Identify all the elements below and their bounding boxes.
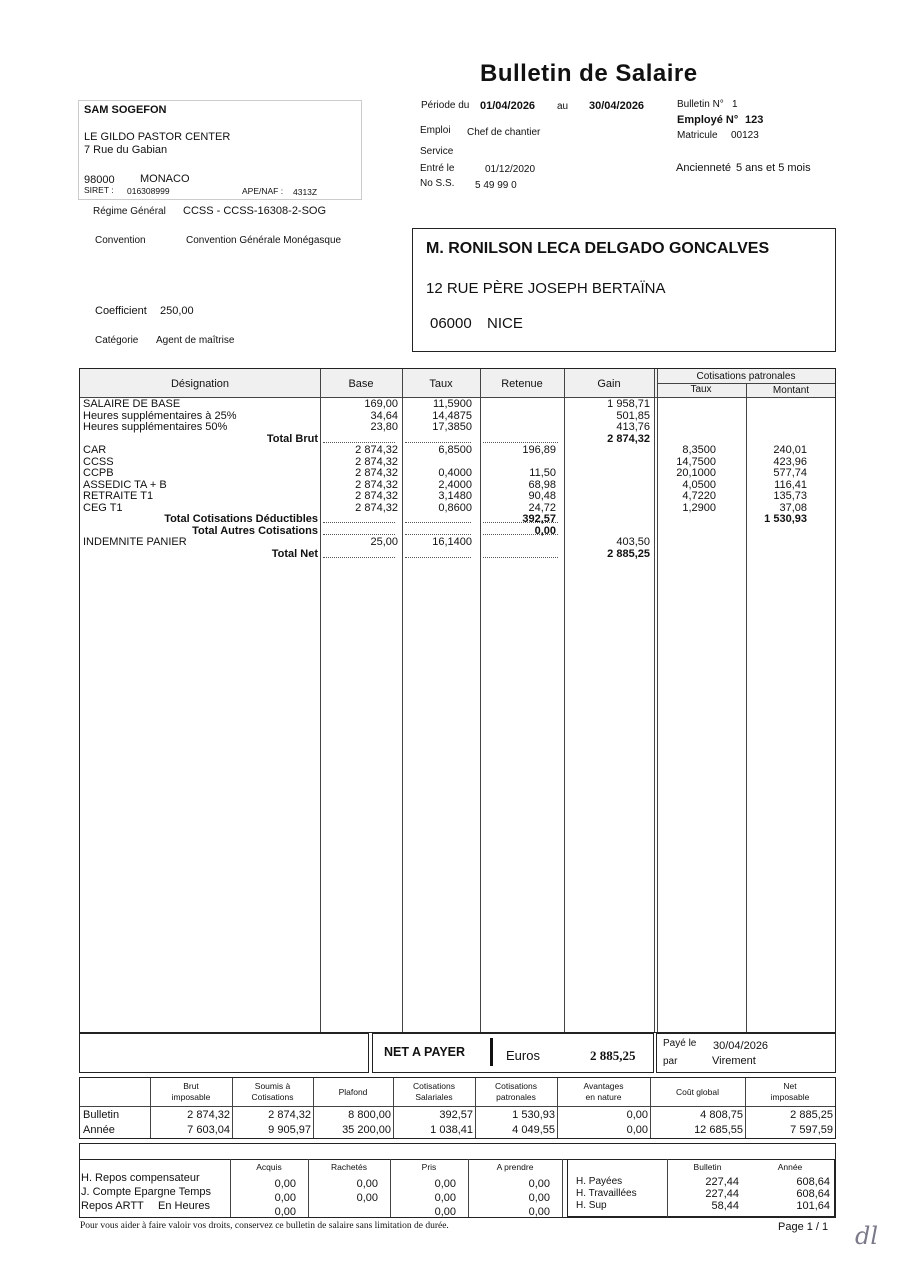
- row-taux: 17,3850: [432, 421, 472, 433]
- noss-label: No S.S.: [420, 178, 455, 189]
- table-row: [80, 491, 835, 502]
- hours-value: 227,44: [705, 1188, 739, 1200]
- summary-value: 9 905,97: [268, 1124, 311, 1136]
- initials-signature: dl: [855, 1222, 879, 1250]
- row-designation: CAR: [83, 444, 107, 456]
- entre-value: 01/12/2020: [485, 164, 536, 175]
- emploi-value: Chef de chantier: [467, 127, 541, 138]
- row-base: 2 874,32: [355, 455, 398, 468]
- siret-value: 016308999: [127, 186, 170, 196]
- hours-col-sep: [667, 1159, 668, 1217]
- employee-city: NICE: [487, 315, 523, 332]
- summary-value: 7 603,04: [187, 1124, 230, 1136]
- table-row: [80, 422, 835, 433]
- leave-value: 0,00: [274, 1206, 296, 1218]
- row-designation: CCPB: [83, 467, 114, 479]
- row-retenue: 90,48: [528, 490, 556, 502]
- apenaf-value: 4313Z: [293, 187, 318, 197]
- row-base: 2 874,32: [355, 501, 398, 514]
- employer-postcode: 98000: [84, 174, 115, 186]
- leave-row-label: H. Repos compensateur: [81, 1172, 200, 1184]
- summary-value: 2 885,25: [790, 1109, 833, 1121]
- table-row: [80, 468, 835, 479]
- summary-header-sub: Salariales: [415, 1092, 453, 1102]
- payslip-table: [79, 368, 836, 1033]
- dotted-leader: [405, 435, 471, 443]
- summary-table: [79, 1077, 836, 1139]
- row-pat-montant: 240,01: [773, 444, 807, 456]
- entre-label: Entré le: [420, 163, 455, 174]
- row-pat-taux: 20,1000: [676, 467, 716, 479]
- summary-value: 392,57: [439, 1109, 473, 1121]
- row-pat-montant: 37,08: [779, 501, 807, 514]
- leave-value: 0,00: [528, 1192, 550, 1204]
- dotted-leader: [405, 515, 471, 523]
- net-label: NET A PAYER: [384, 1045, 466, 1059]
- leave-table: [79, 1143, 836, 1218]
- siret-label: SIRET :: [84, 185, 114, 195]
- row-designation: Total Autres Cotisations: [192, 524, 318, 537]
- anciennete-value: 5 ans et 5 mois: [736, 162, 811, 174]
- period-from-label: Période du: [421, 100, 470, 111]
- summary-header: Plafond: [338, 1087, 368, 1097]
- row-taux: 3,1480: [438, 490, 472, 502]
- row-retenue: 392,57: [522, 513, 556, 525]
- summary-header: Cotisations: [412, 1081, 456, 1091]
- row-base: 25,00: [370, 536, 398, 548]
- leave-value: 0,00: [434, 1192, 456, 1204]
- row-base: 2 874,32: [355, 467, 398, 479]
- convention-value: Convention Générale Monégasque: [186, 235, 342, 246]
- coefficient-value: 250,00: [160, 305, 194, 317]
- leave-header: A prendre: [496, 1162, 534, 1172]
- table-row: [80, 514, 835, 525]
- row-pat-montant: 1 530,93: [764, 513, 807, 525]
- employer-address-2: 7 Rue du Gabian: [84, 144, 168, 156]
- summary-header: Avantages: [583, 1081, 624, 1091]
- row-designation: Heures supplémentaires 50%: [83, 421, 228, 433]
- row-taux: 14,4875: [432, 409, 472, 422]
- dotted-leader: [405, 550, 471, 558]
- summary-value: 8 800,00: [348, 1109, 391, 1121]
- leave-value: 0,00: [528, 1178, 550, 1190]
- summary-value: 35 200,00: [342, 1124, 391, 1136]
- hours-value: 58,44: [711, 1200, 739, 1212]
- employe-no-label: Employé N°: [677, 114, 739, 126]
- hours-row-label: H. Sup: [576, 1200, 607, 1211]
- leave-row-label: Repos ARTT: [81, 1200, 144, 1212]
- row-designation: INDEMNITE PANIER: [83, 536, 187, 548]
- categorie-label: Catégorie: [95, 335, 139, 346]
- service-label: Service: [420, 146, 454, 157]
- leave-value: 0,00: [356, 1178, 378, 1190]
- bulletin-no-label: Bulletin N°: [677, 99, 724, 110]
- summary-row-label: Année: [83, 1124, 115, 1136]
- hours-header: Bulletin: [693, 1162, 722, 1172]
- leave-value: 0,00: [274, 1178, 296, 1190]
- regime-label: Régime Général: [93, 206, 166, 217]
- summary-header: Brut: [183, 1081, 199, 1091]
- header-retenue: Retenue: [501, 378, 543, 390]
- par-label: par: [663, 1056, 678, 1067]
- net-left-box: [79, 1033, 369, 1073]
- row-designation: Heures supplémentaires à 25%: [83, 409, 237, 422]
- leave-value: 0,00: [528, 1206, 550, 1218]
- row-pat-taux: 8,3500: [682, 444, 716, 456]
- summary-header-sub: Cotisations: [251, 1092, 294, 1102]
- table-row: [80, 526, 835, 537]
- summary-header-sep: [80, 1106, 835, 1107]
- row-retenue: 0,00: [534, 524, 556, 537]
- patronales-sub-sep: [657, 383, 835, 384]
- coefficient-label: Coefficient: [95, 305, 147, 317]
- matricule-value: 00123: [731, 130, 759, 141]
- summary-value: 2 874,32: [187, 1109, 230, 1121]
- header-pat-montant: Montant: [772, 385, 810, 396]
- dotted-leader: [323, 435, 395, 443]
- table-row: [80, 537, 835, 548]
- categorie-value: Agent de maîtrise: [156, 335, 235, 346]
- summary-header-sub: patronales: [496, 1092, 536, 1102]
- table-row: [80, 549, 835, 560]
- summary-value: 1 530,93: [512, 1109, 555, 1121]
- hours-row-label: H. Payées: [576, 1176, 623, 1187]
- document-title: Bulletin de Salaire: [480, 60, 698, 87]
- par-value: Virement: [712, 1055, 756, 1067]
- row-retenue: 11,50: [529, 467, 556, 479]
- row-pat-montant: 135,73: [773, 490, 807, 502]
- row-taux: 0,4000: [438, 467, 472, 479]
- row-gain: 403,50: [616, 536, 650, 548]
- net-amount: 2 885,25: [590, 1048, 636, 1063]
- dotted-leader: [323, 550, 395, 558]
- paye-date: 30/04/2026: [713, 1040, 769, 1052]
- table-row: [80, 457, 835, 468]
- page-number: Page 1 / 1: [778, 1221, 829, 1233]
- row-pat-taux: 4,0500: [682, 478, 716, 491]
- row-base: 2 874,32: [355, 478, 398, 491]
- summary-value: 12 685,55: [694, 1124, 743, 1136]
- bulletin-no: 1: [732, 99, 738, 110]
- row-pat-montant: 116,41: [774, 478, 807, 491]
- row-gain: 2 885,25: [607, 547, 650, 560]
- footer-note: Pour vous aider à faire valoir vos droits, conservez ce bulletin de salaire sans limitation de durée.: [80, 1221, 449, 1231]
- row-gain: 2 874,32: [607, 432, 650, 445]
- header-patronales: Cotisations patronales: [696, 371, 796, 382]
- header-base: Base: [348, 378, 374, 390]
- row-gain: 1 958,71: [607, 398, 650, 410]
- row-base: 23,80: [370, 421, 398, 433]
- summary-value: 0,00: [626, 1109, 648, 1121]
- summary-header-sub: imposable: [770, 1092, 810, 1102]
- summary-row-label: Bulletin: [83, 1109, 120, 1121]
- table-row: [80, 411, 835, 422]
- employer-city: MONACO: [140, 173, 190, 185]
- table-row: [80, 399, 835, 410]
- employee-postcode: 06000: [430, 315, 472, 332]
- dotted-leader: [483, 435, 558, 443]
- leave-value: 0,00: [434, 1206, 456, 1218]
- paye-label: Payé le: [663, 1038, 697, 1049]
- leave-header: Pris: [421, 1162, 437, 1172]
- row-designation: CCSS: [83, 455, 114, 468]
- row-designation: RETRAITE T1: [83, 490, 154, 502]
- row-taux: 0,8600: [438, 501, 472, 514]
- dotted-leader: [323, 515, 395, 523]
- leave-col-sep: [562, 1159, 563, 1217]
- summary-value: 0,00: [626, 1124, 648, 1136]
- table-row: [80, 434, 835, 445]
- header-pat-taux: Taux: [690, 384, 712, 395]
- period-to: 30/04/2026: [589, 100, 645, 112]
- employee-address: 12 RUE PÈRE JOSEPH BERTAÏNA: [426, 280, 666, 297]
- emploi-label: Emploi: [420, 125, 451, 136]
- period-from: 01/04/2026: [480, 100, 536, 112]
- summary-header: Soumis à: [254, 1081, 291, 1091]
- employer-name: SAM SOGEFON: [84, 104, 167, 116]
- row-base: 169,00: [364, 398, 398, 410]
- regime-value: CCSS - CCSS-16308-2-SOG: [183, 205, 327, 217]
- hours-value: 101,64: [796, 1200, 830, 1212]
- net-currency: Euros: [506, 1048, 540, 1063]
- row-designation: Total Brut: [266, 432, 318, 445]
- row-pat-taux: 4,7220: [682, 490, 716, 502]
- summary-header-sub: imposable: [171, 1092, 211, 1102]
- hours-header: Année: [777, 1162, 803, 1172]
- table-row: [80, 445, 835, 456]
- row-designation: CEG T1: [83, 501, 123, 514]
- noss-value: 5 49 99 0: [475, 180, 517, 191]
- row-designation: SALAIRE DE BASE: [83, 398, 181, 410]
- employer-address-1: LE GILDO PASTOR CENTER: [84, 131, 231, 143]
- row-base: 34,64: [370, 409, 398, 422]
- anciennete-label: Ancienneté: [676, 162, 732, 174]
- row-taux: 11,5900: [433, 398, 472, 410]
- row-pat-montant: 577,74: [773, 467, 807, 479]
- leave-row-sublabel: En Heures: [158, 1200, 210, 1212]
- row-designation: ASSEDIC TA + B: [83, 478, 167, 491]
- employee-name: M. RONILSON LECA DELGADO GONCALVES: [426, 240, 770, 257]
- summary-value: 2 874,32: [268, 1109, 311, 1121]
- row-retenue: 24,72: [528, 501, 556, 514]
- row-retenue: 68,98: [528, 478, 556, 491]
- header-designation: Désignation: [170, 378, 230, 390]
- row-pat-montant: 423,96: [773, 455, 807, 468]
- row-designation: Total Net: [271, 547, 318, 560]
- header-taux: Taux: [429, 378, 453, 390]
- leave-value: 0,00: [274, 1192, 296, 1204]
- apenaf-label: APE/NAF :: [242, 186, 284, 196]
- hours-row-label: H. Travaillées: [576, 1188, 637, 1199]
- dotted-leader: [323, 527, 395, 535]
- row-gain: 413,76: [616, 421, 650, 433]
- row-pat-taux: 1,2900: [682, 501, 716, 514]
- convention-label: Convention: [95, 235, 146, 246]
- row-base: 2 874,32: [355, 444, 398, 456]
- dotted-leader: [405, 527, 471, 535]
- dotted-leader: [483, 550, 558, 558]
- row-taux: 16,1400: [432, 536, 472, 548]
- header-gain: Gain: [597, 378, 621, 390]
- summary-header: Coût global: [675, 1087, 719, 1097]
- leave-header: Rachetés: [331, 1162, 367, 1172]
- matricule-label: Matricule: [677, 130, 718, 141]
- summary-value: 1 038,41: [430, 1124, 473, 1136]
- summary-header: Net: [783, 1081, 797, 1091]
- employe-no: 123: [745, 114, 764, 126]
- row-taux: 2,4000: [438, 478, 472, 491]
- row-gain: 501,85: [616, 409, 650, 422]
- summary-value: 7 597,59: [790, 1124, 833, 1136]
- hours-value: 608,64: [796, 1188, 830, 1200]
- leave-value: 0,00: [434, 1178, 456, 1190]
- summary-header-sub: en nature: [585, 1092, 622, 1102]
- row-taux: 6,8500: [438, 444, 472, 456]
- row-base: 2 874,32: [355, 490, 398, 502]
- hours-value: 608,64: [796, 1176, 830, 1188]
- leave-value: 0,00: [356, 1192, 378, 1204]
- summary-value: 4 808,75: [700, 1109, 743, 1121]
- leave-header: Acquis: [256, 1162, 282, 1172]
- period-to-label: au: [557, 101, 569, 112]
- row-pat-taux: 14,7500: [676, 455, 716, 468]
- hours-value: 227,44: [705, 1176, 739, 1188]
- row-designation: Total Cotisations Déductibles: [164, 513, 318, 525]
- leave-row-label: J. Compte Epargne Temps: [81, 1186, 212, 1198]
- summary-value: 4 049,55: [512, 1124, 555, 1136]
- summary-header: Cotisations: [494, 1081, 538, 1091]
- table-row: [80, 503, 835, 514]
- table-row: [80, 480, 835, 491]
- row-retenue: 196,89: [522, 444, 556, 456]
